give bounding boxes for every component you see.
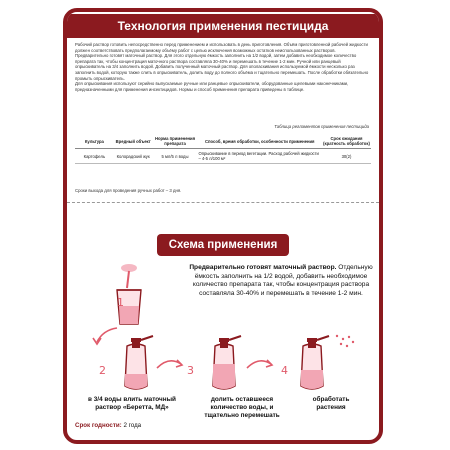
step3-caption: долить оставшееся количество воды, и тщательно перемешать [204, 396, 280, 420]
table-caption: Таблица регламентов применения пестицида [274, 124, 369, 129]
arrow-right-icon [155, 356, 185, 372]
instruction-card [63, 8, 383, 444]
paragraph-3: Для опрыскивания используют серийно выпускаемые ручные или ранцевые опрыскиватели, оборудованные щелевыми наконечниками, предназначенными для применения инсектицидов. Нормы и способ применения препарата приведены в таблице. [75, 81, 349, 92]
step-number-1: 1 [117, 296, 124, 309]
expiry-value: 2 года [123, 422, 142, 429]
step1-text [187, 264, 375, 298]
cell-method: Опрыскивание в период вегетации. Расход рабочей жидкости – 4-5 л/100 м² [197, 149, 322, 164]
step-number-4: 4 [281, 364, 288, 377]
expiry-label: Срок годности: [75, 422, 122, 429]
col-waiting: Срок ожидания (кратность обработок) [322, 134, 371, 149]
table-header-row [75, 134, 371, 149]
cell-pest: Колорадский жук [114, 149, 153, 164]
work-terms: Сроки выхода для проведения ручных работ – 3 дня. [75, 188, 182, 193]
scheme-title: Схема применения [157, 234, 289, 256]
table-row [75, 149, 371, 164]
section-divider [67, 202, 379, 204]
step1-rest: Отдельную ёмкость заполнить на 1/2 водой, добавить необходимое количество препарата так, чтобы концентрация раствора составляла 30-40% и перемешать в течение 1-2 мин. [192, 264, 373, 297]
sprayer-mix-icon [201, 334, 251, 394]
step4-caption: обработать растения [312, 396, 350, 412]
col-method: Способ, время обработки, особенности применения [197, 134, 322, 149]
regulation-table [75, 134, 371, 164]
col-rate: Норма применения препарата [153, 134, 198, 149]
arrow-right-icon [245, 356, 275, 372]
paragraph-2: Предварительно готовят маточный раствор. Для этого отдельную ёмкость заполнить на 1/2 водой, затем добавить необходимое количество препарата так, чтобы концентрация маточного раствора составляла 30-40% и перемешать в течение 1-2 мин. Ручной или ранцевый опрыскиватель на 3/4 заполнить водой. Добавить полученный маточный раствор. Для ополаскивания используемой ёмкости несколько раз заполнить водой, которую также слить в опрыскиватель, долить воду до полного объёма и тщательно перемешать. После обработки обязательно промыть опрыскиватель. [75, 53, 369, 81]
step-number-3: 3 [187, 364, 194, 377]
col-pest: Вредный объект [114, 134, 153, 149]
page-title: Технология применения пестицида [67, 14, 379, 38]
sprayer-spraying-icon [289, 334, 369, 394]
cell-waiting: 30(2) [322, 149, 371, 164]
cell-rate: 5 мл/5 л воды [153, 149, 198, 164]
step-number-2: 2 [99, 364, 106, 377]
cell-crop: Картофель [75, 149, 114, 164]
col-crop: Культура [75, 134, 114, 149]
instructions-text [75, 42, 371, 92]
paragraph-1: Рабочий раствор готовить непосредственно перед применением и использовать в день приготовления. Объём приготовленной рабочей жидкости должен соответствовать предполагаемому объёму работ с целью исключения возможных остатков неиспользованных растворов. [75, 42, 368, 53]
step1-lead: Предварительно готовят маточный раствор. [189, 264, 337, 271]
expiry [75, 422, 141, 429]
step2-caption: в 3/4 воды влить маточный раствор «Беретта, МД» [88, 396, 176, 412]
